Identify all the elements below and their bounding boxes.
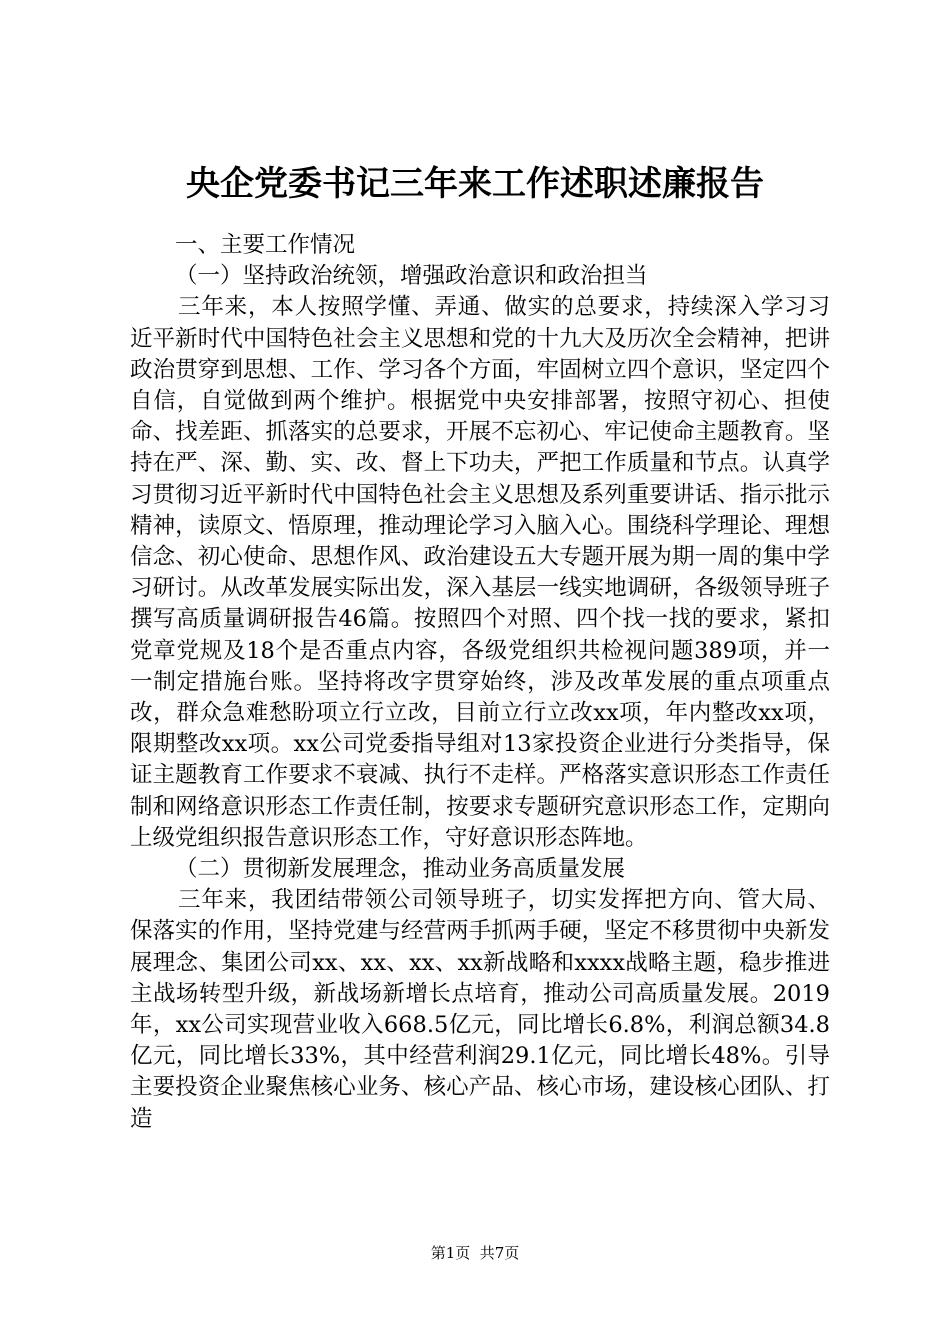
section-heading: 一、主要工作情况	[175, 232, 356, 258]
document-title: 央企党委书记三年来工作述职述廉报告	[186, 164, 764, 204]
body-paragraph: 三年来，我团结带领公司领导班子，切实发挥把方向、管大局、保落实的作用，坚持党建与经营两手抓两手硬，坚定不移贯彻中央新发展理念、集团公司xx、xx、xx、xx新战略和xxxx战略主题，稳步推进主战场转型升级，新战场新增长点培育，推动公司高质量发展。2019年，xx公司实现营业收入668.5亿元，同比增长6.8%，利润总额34.8亿元，同比增长33%，其中经营利润29.1亿元，同比增长48%。引导主要投资企业聚焦核心业务、核心产品、核心市场，建设核心团队、打造	[130, 887, 830, 1132]
page-number: 第1页 共7页	[430, 1244, 520, 1262]
subsection-heading: （二）贯彻新发展理念，推动业务高质量发展	[175, 856, 626, 883]
document-body	[130, 230, 830, 1135]
page-footer	[0, 1243, 950, 1263]
subsection-heading: （一）坚持政治统领，增强政治意识和政治担当	[175, 263, 648, 290]
body-paragraph: 三年来，本人按照学懂、弄通、做实的总要求，持续深入学习习近平新时代中国特色社会主义思想和党的十九大及历次全会精神，把讲政治贯穿到思想、工作、学习各个方面，牢固树立四个意识，坚定四个自信，自觉做到两个维护。根据党中央安排部署，按照守初心、担使命、找差距、抓落实的总要求，开展不忘初心、牢记使命主题教育。坚持在严、深、勤、实、改、督上下功夫，严把工作质量和节点。认真学习贯彻习近平新时代中国特色社会主义思想及系列重要讲话、指示批示精神，读原文、悟原理，推动理论学习入脑入心。围绕科学理论、理想信念、初心使命、思想作风、政治建设五大专题开展为期一周的集中学习研讨。从改革发展实际出发，深入基层一线实地调研，各级领导班子撰写高质量调研报告46篇。按照四个对照、四个找一找的要求，紧扣党章党规及18个是否重点内容，各级党组织共检视问题389项，并一一制定措施台账。坚持将改字贯穿始终，涉及改革发展的重点项重点改，群众急难愁盼项立行立改，目前立行立改xx项，年内整改xx项，限期整改xx项。xx公司党委指导组对13家投资企业进行分类指导，保证主题教育工作要求不衰减、执行不走样。严格落实意识形态工作责任制和网络意识形态工作责任制，按要求专题研究意识形态工作，定期向上级党组织报告意识形态工作，守好意识形态阵地。	[130, 294, 830, 851]
